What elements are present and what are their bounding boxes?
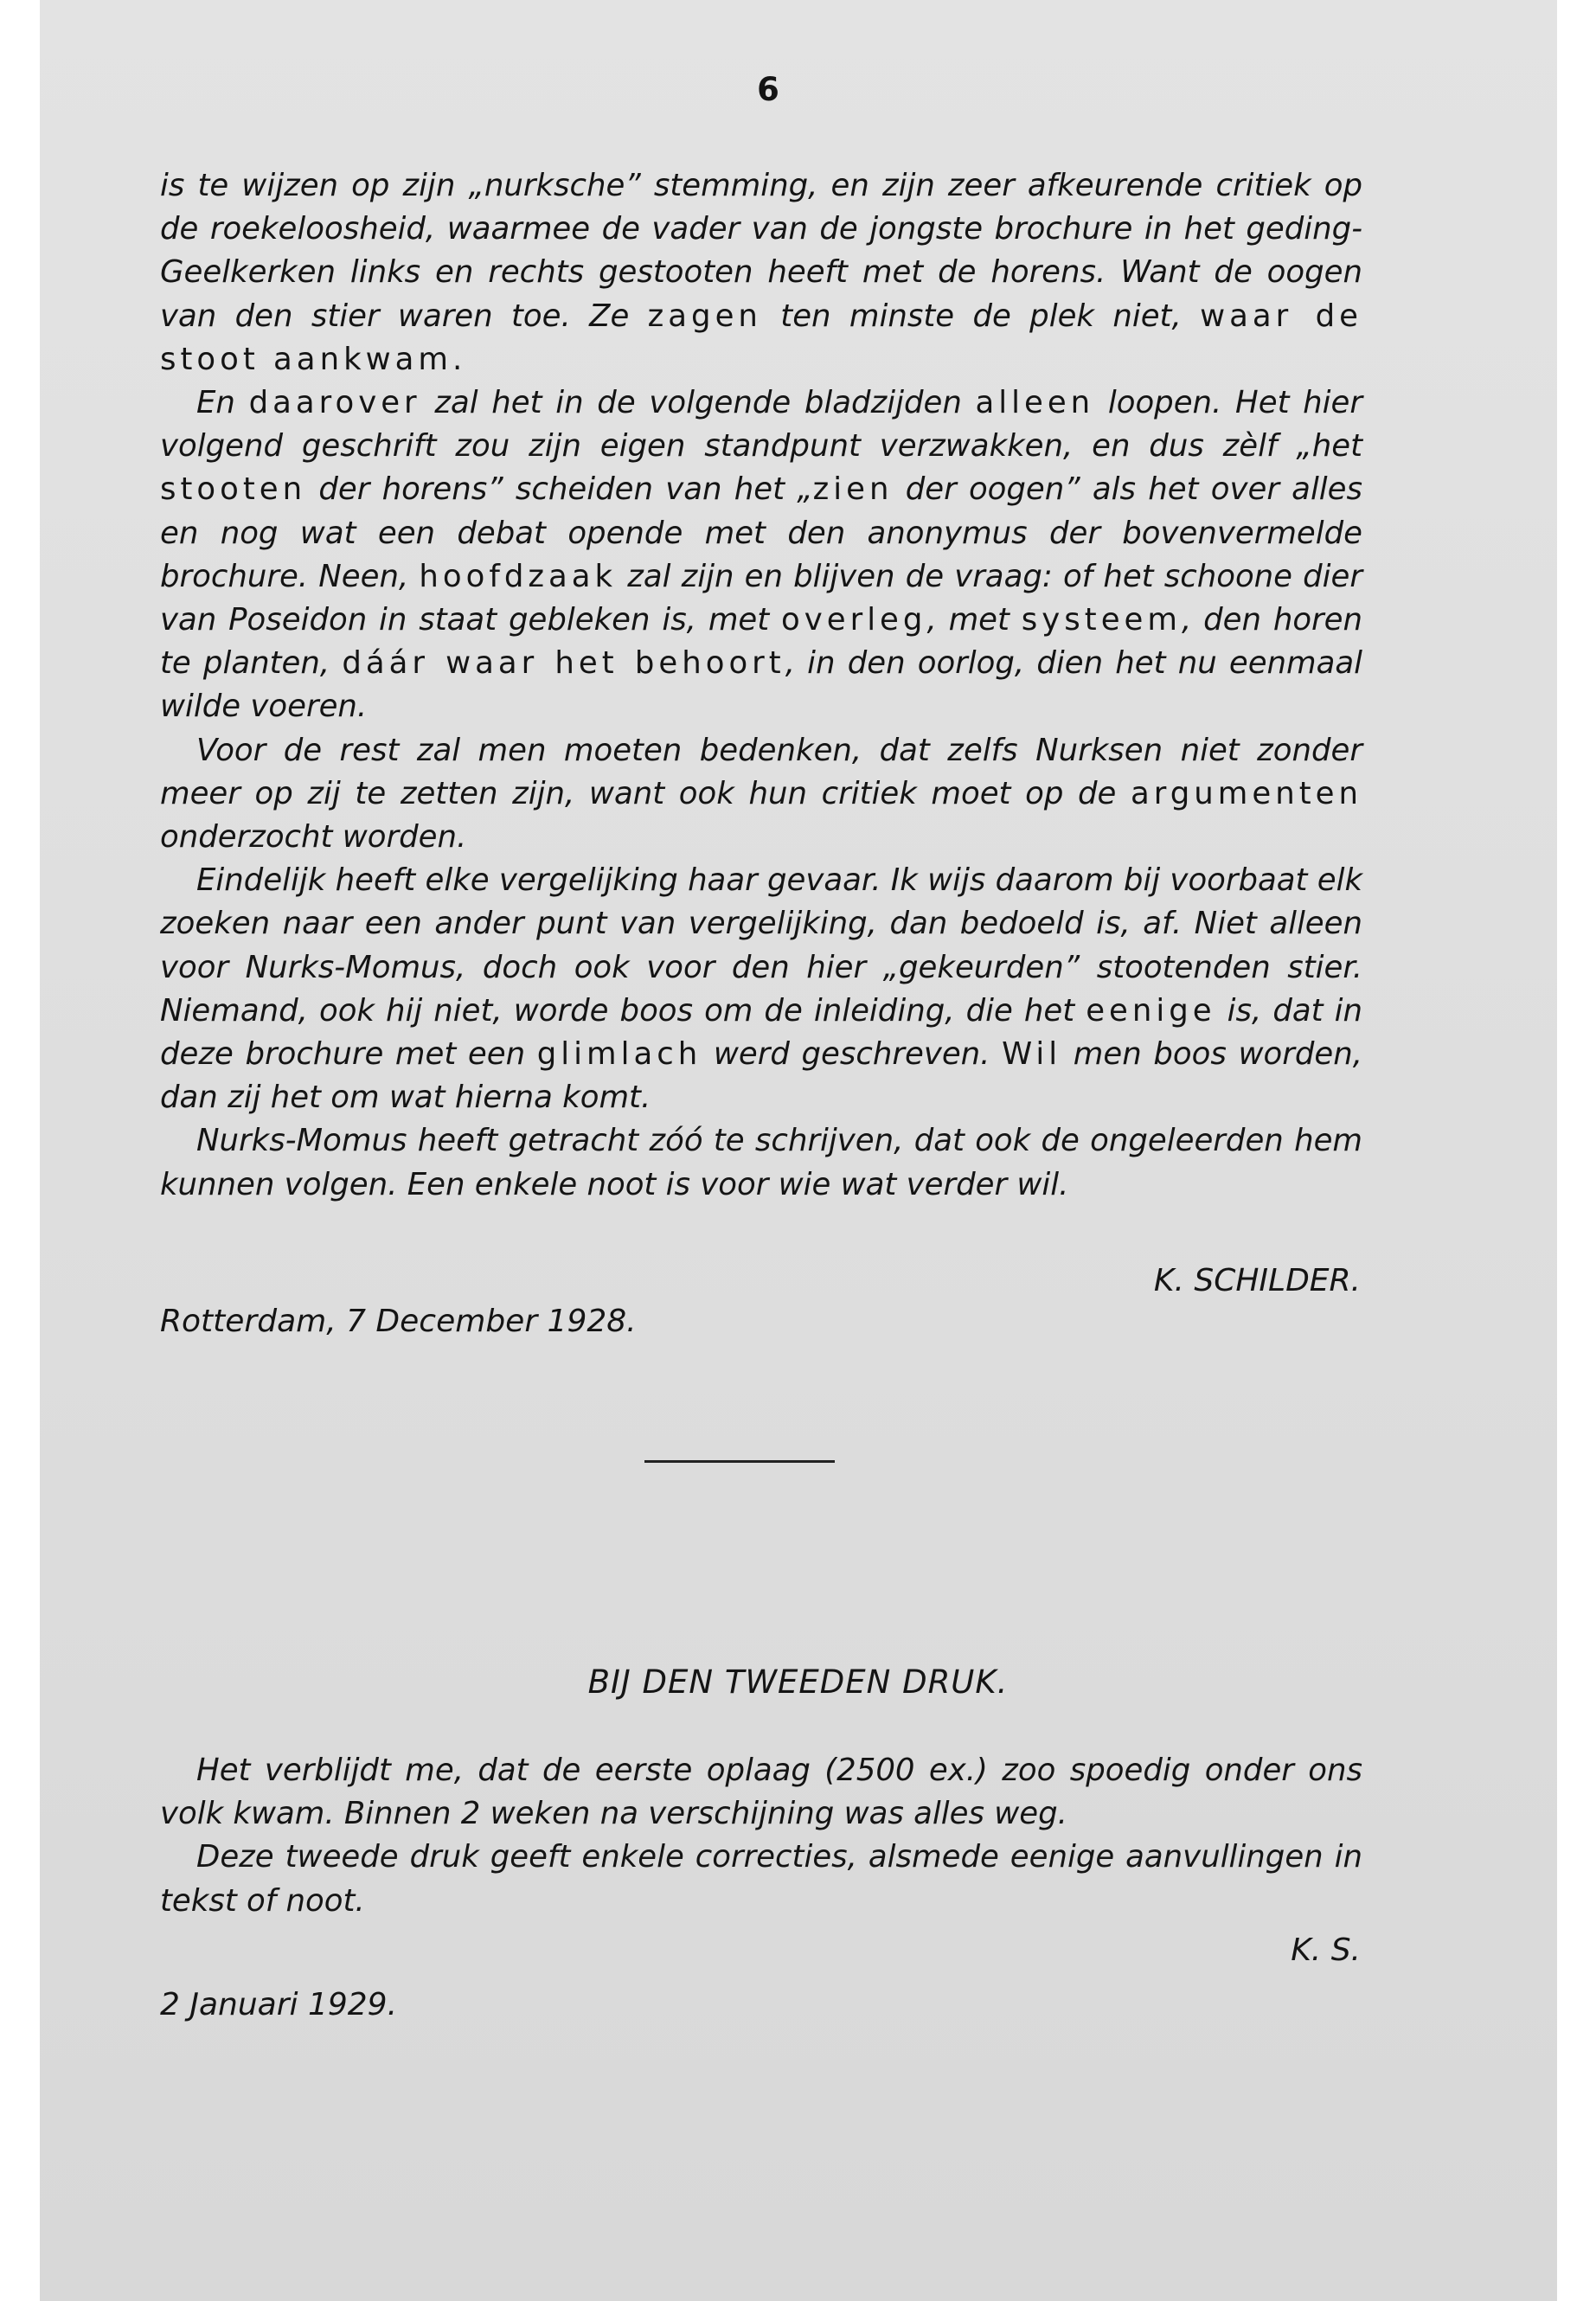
text-run: En [196,385,249,421]
text-run: der oogen” als het over alles en nog wat een debat opende met den anonymus der bovenvermelde brochure. Neen, [160,471,1363,594]
spaced-emphasis: waar de stoot aankwam. [160,298,1362,377]
text-run: onderzocht worden. [160,819,467,856]
preface-paragraph [160,381,1362,729]
section-heading: BIJ DEN TWEEDEN DRUK. [587,1663,1009,1701]
spaced-emphasis: eenige [1086,992,1216,1029]
spaced-emphasis: dáár waar het behoort [342,645,785,682]
spaced-emphasis: overleg [781,602,927,638]
spaced-emphasis: alleen [975,385,1095,421]
spaced-emphasis: hoofdzaak [419,558,618,594]
spaced-emphasis: systeem [1021,602,1182,638]
preface-paragraph [160,729,1362,860]
page-number: 6 [757,71,779,108]
preface-paragraph [160,1119,1362,1206]
text-run: ten minste de plek niet, [761,298,1201,334]
spaced-emphasis: Wil [1002,1036,1062,1073]
text-run: , den horen te planten, [160,602,1362,682]
section-divider [644,1460,835,1463]
initials-signature: K. S. [1291,1932,1361,1968]
spaced-emphasis: stooten [160,471,307,508]
text-run: zal het in de volgende bladzijden [420,385,976,421]
place-date: Rotterdam, 7 December 1928. [160,1304,637,1339]
preface-text [160,164,1362,1207]
text-run: , in den oorlog, dien het nu eenmaal wilde voeren. [160,645,1363,725]
preface-paragraph [160,164,1362,381]
text-run: zal zijn en blijven de vraag: of het schoone dier van Poseidon in staat gebleken is, met [160,558,1362,638]
second-edition-paragraph: Deze tweede druk geeft enkele correcties, alsmede eenige aanvullingen in tekst of noot. [160,1839,1362,1919]
spaced-emphasis: argumenten [1131,775,1362,811]
second-edition-text [160,1749,1362,1923]
text-run: loopen. Het hier volgend geschrift zou zijn eigen standpunt verzwakken, en dus zèlf „het [160,385,1362,465]
text-run: der horens” scheiden van het „ [306,471,813,508]
text-run: werd geschreven. [702,1036,1003,1073]
spaced-emphasis: glimlach [536,1036,702,1073]
spaced-emphasis: daarover [248,385,421,421]
preface-paragraph [160,859,1362,1119]
text-run: is, dat in deze brochure met een [160,992,1362,1073]
second-edition-paragraph: Het verblijdt me, dat de eerste oplaag (2500 ex.) zoo spoedig onder ons volk kwam. Binnen 2 weken na verschijning was alles weg. [160,1753,1362,1832]
second-edition-date: 2 Januari 1929. [160,1987,398,2022]
text-run: Eindelijk heeft elke vergelijking haar gevaar. Ik wijs daarom bij voorbaat elk zoeken naar een ander punt van vergelijking, dan bedoeld is, af. Niet alleen voor Nurks-Momus, doch ook voor den hier „gekeurden” stootenden stier. Niemand, ook hij niet, worde boos om de inleiding, die het [160,862,1362,1029]
spaced-emphasis: zien [812,471,894,508]
text-run: Voor de rest zal men moeten bedenken, dat zelfs Nurksen niet zonder meer op zij te zetten zijn, want ook hun critiek moet op de [160,732,1362,811]
author-signature: K. SCHILDER. [1153,1263,1361,1298]
text-run: men boos worden, dan zij het om wat hierna komt. [160,1036,1362,1116]
text-run: , met [926,602,1022,638]
text-run: is te wijzen op zijn „nurksche” stemming, en zijn zeer afkeurende critiek op de roekeloosheid, waarmee de vader van de jongste brochure in het geding-Geelkerken links en rechts gestooten heeft met de horens. Want de oogen van den stier waren toe. Ze [160,168,1362,334]
text-run: Nurks-Momus heeft getracht zóó te schrijven, dat ook de ongeleerden hem kunnen volgen. Een enkele noot is voor wie wat verder wil. [160,1123,1362,1202]
spaced-emphasis: zagen [647,298,762,334]
